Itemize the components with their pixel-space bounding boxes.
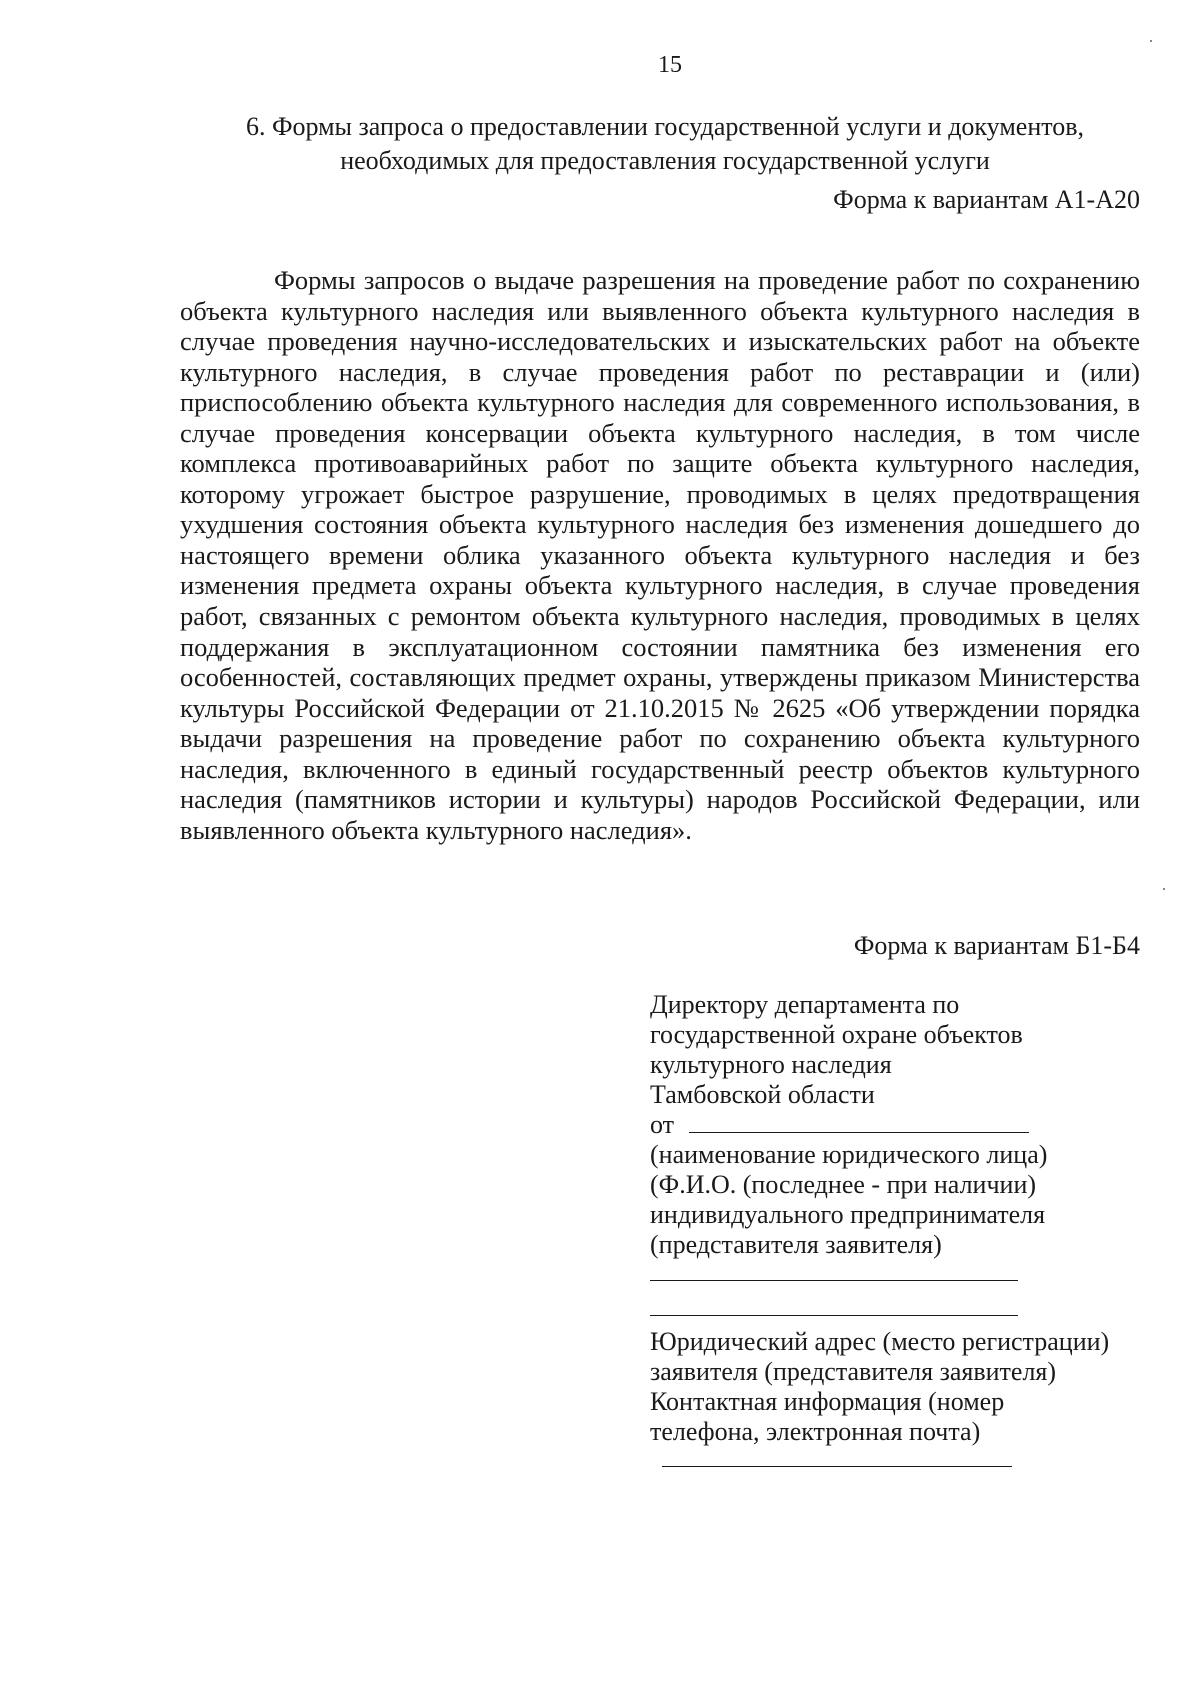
scan-speck xyxy=(1150,40,1152,42)
form-a-body-paragraph: Формы запросов о выдаче разрешения на проведение работ по сохранению объекта культурного наследия или выявленного объекта культурного наследия в случае проведения научно-исследовательских и изыскательских работ на объекте культурного наследия, в случае проведения работ по реставрации и (или) приспособлению объекта культурного наследия для современного использования, в случае проведения консервации объекта культурного наследия, в том числе комплекса противоаварийных работ по защите объекта культурного наследия, которому угрожает быстрое разрушение, проводимых в целях предотвращения ухудшения состояния объекта культурного наследия без изменения дошедшего до настоящего времени облика указанного объекта культурного наследия и без изменения предмета охраны объекта культурного наследия, в случае проведения работ, связанных с ремонтом объекта культурного наследия, проводимых в целях поддержания в эксплуатационном состоянии памятника без изменения его особенностей, составляющих предмет охраны, утверждены приказом Министерства культуры Российской Федерации от 21.10.2015 № 2625 «Об утверждении порядка выдачи разрешения на проведение работ по сохранению объекта культурного наследия, включенного в единый государственный реестр объектов культурного наследия (памятников истории и культуры) народов Российской Федерации, или выявленного объекта культурного наследия». xyxy=(180,265,1140,845)
blank-line xyxy=(650,1315,1018,1316)
blank-line xyxy=(662,1466,1012,1467)
section-heading xyxy=(190,110,1140,178)
from-blank-line xyxy=(689,1110,1029,1133)
addressee-line: государственной охране объектов xyxy=(650,1020,1023,1049)
address-line: Юридический адрес (место регистрации) xyxy=(650,1327,1110,1356)
section-heading-line-2: необходимых для предоставления государственной услуги xyxy=(340,146,990,175)
applicant-line: (представителя заявителя) xyxy=(650,1230,942,1259)
applicant-line: индивидуального предпринимателя xyxy=(650,1200,1046,1229)
addressee-line: Директору департамента по xyxy=(650,990,960,1019)
applicant-line: (наименование юридического лица) xyxy=(650,1140,1048,1169)
section-heading-line-1: 6. Формы запроса о предоставлении государственной услуги и документов, xyxy=(245,112,1085,141)
applicant-line: (Ф.И.О. (последнее - при наличии) xyxy=(650,1170,1037,1199)
address-line: заявителя (представителя заявителя) xyxy=(650,1357,1057,1386)
addressee-line: Тамбовской области xyxy=(650,1080,875,1109)
form-b-caption: Форма к вариантам Б1-Б4 xyxy=(853,931,1140,960)
blank-line xyxy=(650,1280,1018,1281)
addressee-block xyxy=(650,990,1170,1260)
address-line: Контактная информация (номер xyxy=(650,1387,1005,1416)
address-block xyxy=(650,1327,1170,1447)
form-a-caption: Форма к вариантам А1-А20 xyxy=(833,185,1140,214)
address-line: телефона, электронная почта) xyxy=(650,1417,981,1446)
addressee-line: культурного наследия xyxy=(650,1050,892,1079)
scan-speck xyxy=(1163,888,1165,890)
page-number: 15 xyxy=(658,52,682,78)
from-label: от xyxy=(650,1110,675,1139)
from-line xyxy=(650,1110,1170,1140)
